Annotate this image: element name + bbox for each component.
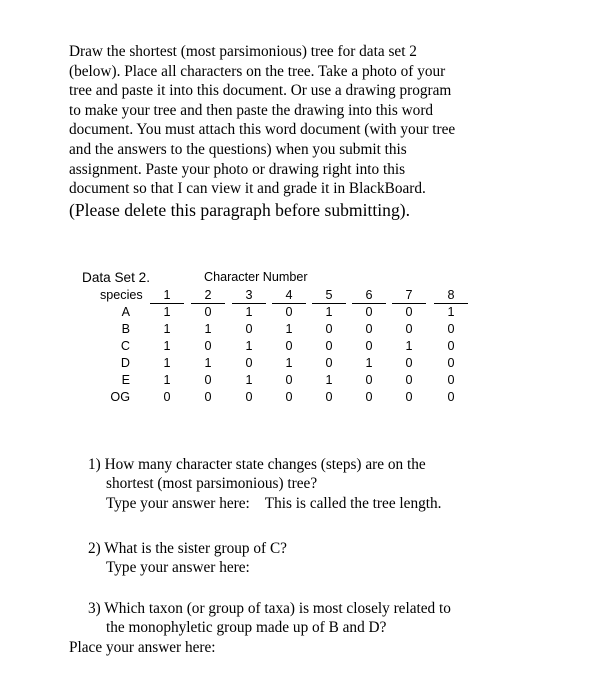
character-number-header: 1 (163, 288, 171, 302)
character-state-cell: 0 (285, 373, 293, 387)
character-state-cell: 0 (204, 373, 212, 387)
character-state-cell: 1 (163, 322, 171, 336)
character-state-cell: 0 (405, 305, 413, 319)
character-number-header: 8 (447, 288, 455, 302)
character-state-cell: 1 (204, 322, 212, 336)
instruction-line: assignment. Paste your photo or drawing right into this (69, 160, 406, 178)
header-underline (352, 303, 386, 304)
character-state-cell: 1 (204, 356, 212, 370)
character-number-header: 4 (285, 288, 293, 302)
character-state-cell: 1 (325, 305, 333, 319)
character-state-cell: 0 (163, 390, 171, 404)
question-3-line-1: 3) Which taxon (or group of taxa) is most closely related to (88, 600, 451, 617)
character-state-cell: 0 (405, 373, 413, 387)
header-underline (191, 303, 225, 304)
character-state-cell: 0 (447, 390, 455, 404)
instruction-line: and the answers to the questions) when you submit this (69, 140, 407, 158)
character-state-cell: 0 (365, 390, 373, 404)
character-state-cell: 0 (245, 390, 253, 404)
character-state-cell: 0 (204, 305, 212, 319)
header-underline (150, 303, 184, 304)
character-number-header: 3 (245, 288, 253, 302)
taxon-label: D (120, 356, 130, 370)
character-state-cell: 0 (365, 322, 373, 336)
character-state-cell: 1 (245, 339, 253, 353)
question-2-line-2: Type your answer here: (106, 559, 250, 576)
character-state-cell: 1 (163, 305, 171, 319)
character-state-cell: 0 (405, 390, 413, 404)
character-state-cell: 0 (325, 356, 333, 370)
question-1-line-1: 1) How many character state changes (steps) are on the (88, 456, 426, 473)
question-3-line-2: the monophyletic group made up of B and D? (106, 619, 387, 636)
character-state-cell: 0 (204, 390, 212, 404)
character-state-cell: 0 (325, 339, 333, 353)
character-state-cell: 1 (365, 356, 373, 370)
character-state-cell: 0 (447, 356, 455, 370)
header-underline (392, 303, 426, 304)
instruction-line: to make your tree and then paste the drawing into this word (69, 101, 434, 119)
header-underline (312, 303, 346, 304)
character-state-cell: 1 (163, 373, 171, 387)
instruction-line: document. You must attach this word document (with your tree (69, 121, 456, 139)
header-underline (272, 303, 306, 304)
question-1-line-2: shortest (most parsimonious) tree? (106, 475, 318, 492)
taxon-label: B (121, 322, 130, 336)
character-state-cell: 1 (245, 373, 253, 387)
character-state-cell: 0 (447, 322, 455, 336)
character-state-cell: 0 (365, 373, 373, 387)
character-state-cell: 1 (245, 305, 253, 319)
instruction-line: tree and paste it into this document. Or use a drawing program (69, 82, 452, 100)
header-underline (232, 303, 266, 304)
dataset-title: Data Set 2. (82, 270, 151, 285)
character-state-cell: 0 (285, 339, 293, 353)
header-underline (434, 303, 468, 304)
question-1-line-3: Type your answer here: This is called the tree length. (106, 495, 442, 512)
character-state-cell: 0 (325, 322, 333, 336)
instruction-line-delete-note: (Please delete this paragraph before submitting). (69, 199, 411, 220)
character-number-header: 2 (204, 288, 212, 302)
character-state-cell: 0 (285, 390, 293, 404)
character-state-cell: 1 (405, 339, 413, 353)
character-state-cell: 1 (447, 305, 455, 319)
instruction-line: document so that I can view it and grade it in BlackBoard. (69, 180, 426, 198)
character-state-cell: 0 (365, 339, 373, 353)
character-state-cell: 0 (325, 390, 333, 404)
character-state-cell: 0 (245, 356, 253, 370)
character-state-cell: 1 (285, 356, 293, 370)
character-state-cell: 0 (405, 356, 413, 370)
character-number-header: 6 (365, 288, 373, 302)
character-state-cell: 0 (365, 305, 373, 319)
taxon-label: A (121, 305, 130, 319)
species-label: species (100, 288, 143, 302)
instructions-paragraph (69, 42, 539, 221)
taxon-label: OG (110, 390, 130, 404)
instruction-line: (below). Place all characters on the tree. Take a photo of your (69, 62, 446, 80)
character-state-cell: 0 (447, 339, 455, 353)
character-state-cell: 0 (405, 322, 413, 336)
character-state-cell: 0 (285, 305, 293, 319)
character-number-header: 7 (405, 288, 413, 302)
character-state-cell: 0 (447, 373, 455, 387)
instruction-line: Draw the shortest (most parsimonious) tree for data set 2 (69, 43, 417, 60)
question-2-line-1: 2) What is the sister group of C? (88, 540, 287, 557)
character-state-cell: 1 (163, 339, 171, 353)
taxon-label: E (121, 373, 130, 387)
character-state-cell: 0 (245, 322, 253, 336)
character-state-cell: 1 (325, 373, 333, 387)
character-number-label: Character Number (204, 270, 308, 284)
question-3-line-3: Place your answer here: (69, 639, 216, 656)
character-state-cell: 0 (204, 339, 212, 353)
character-state-cell: 1 (163, 356, 171, 370)
character-state-cell: 1 (285, 322, 293, 336)
character-number-header: 5 (325, 288, 333, 302)
taxon-label: C (120, 339, 130, 353)
